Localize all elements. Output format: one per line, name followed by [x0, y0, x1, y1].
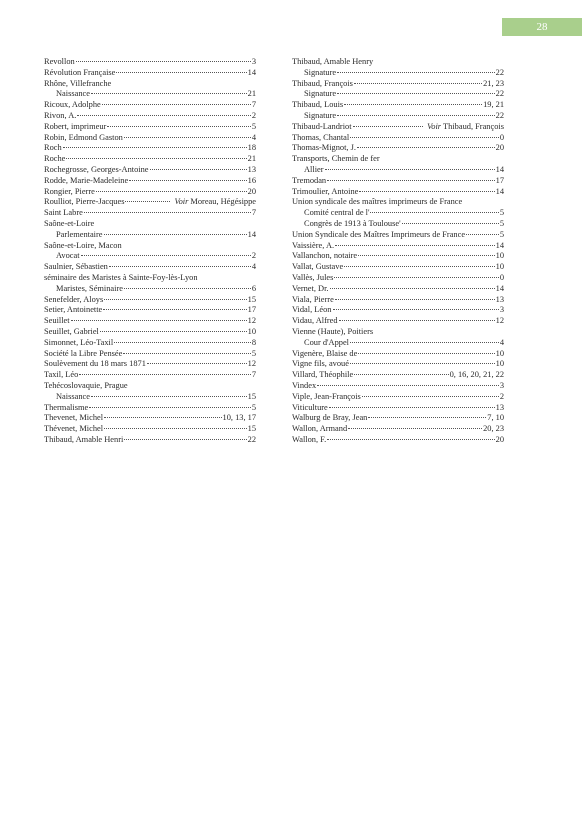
entry-pages: 12	[247, 359, 256, 369]
dot-leader	[79, 374, 251, 375]
dot-leader	[100, 331, 247, 332]
index-entry	[292, 338, 504, 349]
entry-name: Thevenet, Michel	[44, 413, 104, 423]
entry-name: Tehécoslovaquie, Prague	[44, 380, 128, 390]
index-entry	[292, 241, 504, 252]
index-entry	[44, 187, 256, 198]
dot-leader	[344, 266, 494, 267]
index-entry	[44, 284, 256, 295]
entry-name: Seuillet	[44, 316, 70, 326]
index-entry	[44, 381, 256, 392]
index-entry	[292, 327, 504, 338]
index-entry	[44, 327, 256, 338]
index-entry	[44, 100, 256, 111]
entry-name: Vigenère, Blaise de	[292, 348, 358, 358]
dot-leader	[116, 72, 246, 73]
index-entry	[292, 197, 504, 208]
entry-pages: 2	[251, 251, 256, 261]
entry-pages: 14	[495, 164, 504, 174]
entry-name: Thibaud-Landriot	[292, 121, 352, 131]
index-entry	[292, 403, 504, 414]
dot-leader	[329, 407, 495, 408]
dot-leader	[103, 309, 246, 310]
index-entry	[44, 57, 256, 68]
see-reference-label: Voir	[427, 121, 442, 131]
index-entry	[292, 305, 504, 316]
entry-name: Taxil, Léo	[44, 370, 79, 380]
entry-pages: 8	[251, 337, 256, 347]
entry-name: Soulèvement du 18 mars 1871	[44, 359, 146, 369]
index-entry	[292, 381, 504, 392]
entry-name: Robert, imprimeur	[44, 121, 107, 131]
entry-name: Roch	[44, 143, 62, 153]
index-entry	[44, 424, 256, 435]
entry-pages: 10	[495, 262, 504, 272]
dot-leader	[84, 212, 251, 213]
index-entry	[44, 230, 256, 241]
index-entry	[292, 100, 504, 111]
index-entry	[44, 295, 256, 306]
entry-pages: 15	[247, 424, 256, 434]
dot-leader	[350, 363, 495, 364]
index-entry	[292, 208, 504, 219]
index-entry	[292, 133, 504, 144]
dot-leader	[123, 353, 250, 354]
dot-leader	[147, 363, 247, 364]
entry-pages: 18	[247, 143, 256, 153]
entry-pages: 5	[499, 229, 504, 239]
entry-pages: 5	[251, 402, 256, 412]
entry-pages: 7	[251, 370, 256, 380]
dot-leader	[370, 212, 498, 213]
entry-pages: 20, 23	[483, 424, 504, 434]
entry-name: Signature	[304, 89, 337, 99]
entry-pages: 15	[247, 294, 256, 304]
dot-leader	[362, 396, 499, 397]
entry-pages: 21	[247, 89, 256, 99]
index-column-right	[292, 57, 504, 446]
dot-leader	[102, 104, 251, 105]
entry-name: Viala, Pierre	[292, 294, 334, 304]
dot-leader	[109, 266, 251, 267]
entry-pages: 12	[495, 316, 504, 326]
index-entry	[44, 68, 256, 79]
index-entry	[292, 79, 504, 90]
dot-leader	[327, 439, 494, 440]
entry-name: Congrès de 1913 à Toulouse'	[304, 218, 401, 228]
index-entry	[292, 370, 504, 381]
entry-name: Thibaud, Amable Henry	[292, 57, 374, 66]
index-entry	[44, 262, 256, 273]
index-entry	[44, 111, 256, 122]
entry-name: Vindex	[292, 380, 317, 390]
entry-pages: 6	[251, 283, 256, 293]
entry-name: Villard, Théophile	[292, 370, 354, 380]
index-entry	[44, 349, 256, 360]
entry-pages: 7	[251, 208, 256, 218]
dot-leader	[91, 396, 247, 397]
entry-name: Thibaud, François	[292, 78, 353, 88]
entry-name: Rhône, Villefranche	[44, 78, 112, 88]
entry-pages: 4	[251, 132, 256, 142]
dot-leader	[354, 83, 482, 84]
entry-name: Naissance	[56, 89, 90, 99]
entry-pages: 10, 13, 17	[222, 413, 256, 423]
entry-name: Thévenet, Michel	[44, 424, 104, 434]
dot-leader	[124, 288, 251, 289]
entry-pages: 2	[251, 110, 256, 120]
entry-pages: 7	[251, 100, 256, 110]
entry-name: Vidal, Léon	[292, 305, 332, 315]
entry-name: Vallanchon, notaire	[292, 251, 358, 261]
index-entry	[44, 413, 256, 424]
index-entry	[292, 68, 504, 79]
dot-leader	[124, 439, 246, 440]
entry-name: Wallon, Armand	[292, 424, 348, 434]
index-entry	[292, 143, 504, 154]
index-entry	[292, 273, 504, 284]
entry-pages: 19, 21	[483, 100, 504, 110]
entry-pages: 14	[495, 240, 504, 250]
entry-name: Maristes, Séminaire	[56, 283, 123, 293]
entry-name: Saône-et-Loire, Macon	[44, 240, 122, 250]
index-entry	[44, 122, 256, 133]
index-entry	[292, 89, 504, 100]
dot-leader	[150, 169, 247, 170]
dot-leader	[337, 72, 495, 73]
index-entry	[44, 133, 256, 144]
dot-leader	[107, 126, 250, 127]
entry-name: Union Syndicale des Maîtres Imprimeurs de France	[292, 229, 466, 239]
dot-leader	[104, 417, 221, 418]
entry-pages: 12	[247, 316, 256, 326]
entry-name: Vaissière, A.	[292, 240, 335, 250]
dot-leader	[71, 320, 247, 321]
dot-leader	[339, 320, 495, 321]
entry-pages: 10	[495, 359, 504, 369]
index-entry	[292, 230, 504, 241]
index-entry	[292, 154, 504, 165]
dot-leader	[353, 126, 424, 127]
dot-leader	[466, 234, 499, 235]
index-entry	[44, 154, 256, 165]
entry-name: Roulliot, Pierre-Jacques	[44, 197, 125, 207]
entry-name: Viticulture	[292, 402, 328, 412]
dot-leader	[335, 245, 495, 246]
dot-leader	[334, 277, 498, 278]
dot-leader	[358, 255, 495, 256]
index-column-left	[44, 57, 256, 446]
see-reference-label: Voir	[174, 197, 189, 207]
entry-name: Thomas, Chantal	[292, 132, 350, 142]
entry-name: Roche	[44, 154, 66, 164]
index-entry	[44, 359, 256, 370]
entry-pages: 14	[247, 67, 256, 77]
entry-name: Rodde, Marie-Madeleine	[44, 175, 129, 185]
entry-name: Vigne fils, avoué	[292, 359, 349, 369]
index-entry	[292, 111, 504, 122]
entry-name: Thomas-Mignot, J.	[292, 143, 356, 153]
entry-name: Saulnier, Sébastien	[44, 262, 108, 272]
page-number: 28	[502, 18, 582, 36]
dot-leader	[354, 374, 448, 375]
entry-pages: 15	[247, 391, 256, 401]
entry-name: Rongier, Pierre	[44, 186, 95, 196]
dot-leader	[66, 158, 246, 159]
dot-leader	[402, 223, 499, 224]
index-entry	[292, 316, 504, 327]
entry-name: Thibaud, Louis	[292, 100, 344, 110]
entry-name: Saône-et-Loire	[44, 218, 95, 228]
entry-pages: 14	[247, 229, 256, 239]
entry-pages: 13	[495, 294, 504, 304]
entry-name: Cour d'Appel	[304, 337, 350, 347]
entry-name: Rivon, A.	[44, 110, 77, 120]
dot-leader	[344, 104, 482, 105]
dot-leader	[129, 180, 246, 181]
index-entry	[292, 251, 504, 262]
dot-leader	[96, 191, 247, 192]
entry-name: Revollon	[44, 57, 75, 66]
entry-pages: 17	[495, 175, 504, 185]
entry-name: Révolution Française	[44, 67, 116, 77]
index-entry	[292, 187, 504, 198]
dot-leader	[337, 93, 495, 94]
dot-leader	[77, 115, 250, 116]
entry-pages: 13	[495, 402, 504, 412]
dot-leader	[350, 137, 499, 138]
index-entry	[292, 57, 504, 68]
entry-pages: 22	[495, 89, 504, 99]
index-entry	[292, 435, 504, 446]
dot-leader	[348, 428, 482, 429]
dot-leader	[91, 93, 247, 94]
index-entry	[44, 143, 256, 154]
entry-name: Saint Labre	[44, 208, 83, 218]
index-entry	[44, 305, 256, 316]
index-entry	[44, 435, 256, 446]
entry-pages: 17	[247, 305, 256, 315]
index-entry	[44, 219, 256, 230]
index-entry	[44, 208, 256, 219]
dot-leader	[359, 191, 494, 192]
dot-leader	[104, 299, 246, 300]
entry-name: Parlementaire	[56, 229, 103, 239]
entry-pages: 10	[495, 251, 504, 261]
index-entry	[292, 424, 504, 435]
entry-pages: 0, 16, 20, 21, 22	[449, 370, 504, 380]
entry-name: Vidau, Alfred	[292, 316, 338, 326]
entry-pages: 21, 23	[483, 78, 504, 88]
index-entry	[292, 219, 504, 230]
entry-name: Transports, Chemin de fer	[292, 154, 380, 164]
entry-pages: 2	[499, 391, 504, 401]
index-entry	[292, 349, 504, 360]
index-entry	[292, 122, 504, 133]
entry-pages: 21	[247, 154, 256, 164]
entry-name: Setier, Antoinette	[44, 305, 103, 315]
entry-pages: 3	[499, 305, 504, 315]
entry-pages: 0	[499, 132, 504, 142]
entry-name: Walburg de Bray, Jean	[292, 413, 368, 423]
index-entry	[44, 165, 256, 176]
dot-leader	[327, 180, 495, 181]
entry-pages: 20	[495, 434, 504, 444]
dot-leader	[358, 353, 494, 354]
entry-name: Naissance	[56, 391, 90, 401]
index-entry	[44, 79, 256, 90]
dot-leader	[76, 61, 251, 62]
index-entry	[292, 413, 504, 424]
entry-name: Senefelder, Aloys	[44, 294, 104, 304]
entry-pages: 14	[495, 283, 504, 293]
index-entry	[44, 403, 256, 414]
entry-name: Robin, Edmond Gaston	[44, 132, 123, 142]
entry-name: Viple, Jean-François	[292, 391, 361, 401]
index-entry	[292, 176, 504, 187]
entry-pages: 14	[495, 186, 504, 196]
entry-pages: 22	[247, 434, 256, 444]
entry-pages: 5	[251, 121, 256, 131]
entry-name: Comité central de l'	[304, 208, 370, 218]
entry-pages: 4	[251, 262, 256, 272]
dot-leader	[335, 299, 495, 300]
entry-pages: 16	[247, 175, 256, 185]
index-entry	[44, 197, 256, 208]
entry-name: Signature	[304, 110, 337, 120]
dot-leader	[330, 288, 495, 289]
index-entry	[44, 392, 256, 403]
entry-pages: 10	[247, 326, 256, 336]
entry-name: Ricoux, Adolphe	[44, 100, 101, 110]
entry-name: Avocat	[56, 251, 80, 261]
index-entry	[292, 262, 504, 273]
entry-name: séminaire des Maristes à Sainte-Foy-lès-Lyon	[44, 272, 198, 282]
index-entry	[292, 165, 504, 176]
index-entry	[44, 251, 256, 262]
entry-name: Simonnet, Léo-Taxil	[44, 337, 114, 347]
index-entry	[292, 392, 504, 403]
index-entry	[44, 338, 256, 349]
index-entry	[292, 359, 504, 370]
see-reference-target: Thibaud, François	[443, 121, 504, 131]
dot-leader	[114, 342, 251, 343]
entry-name: Rochegrosse, Georges-Antoine	[44, 164, 149, 174]
entry-pages: 0	[499, 272, 504, 282]
dot-leader	[125, 201, 170, 202]
entry-pages: 4	[499, 337, 504, 347]
entry-name: Signature	[304, 67, 337, 77]
entry-pages: 20	[495, 143, 504, 153]
entry-name: Seuillet, Gabriel	[44, 326, 99, 336]
see-reference-target: Moreau, Hégésippe	[190, 197, 256, 207]
entry-pages: 3	[251, 57, 256, 66]
dot-leader	[368, 417, 486, 418]
index-entry	[44, 316, 256, 327]
entry-pages: 3	[499, 380, 504, 390]
entry-name: Vallès, Jules	[292, 272, 334, 282]
index-entry	[44, 176, 256, 187]
entry-name: Thermalisme	[44, 402, 89, 412]
dot-leader	[104, 428, 247, 429]
entry-pages: 10	[495, 348, 504, 358]
dot-leader	[89, 407, 251, 408]
entry-name: Allier	[304, 164, 324, 174]
index-entry	[44, 89, 256, 100]
dot-leader	[325, 169, 495, 170]
dot-leader	[81, 255, 251, 256]
entry-name: Société la Libre Pensée	[44, 348, 123, 358]
index-entry	[44, 370, 256, 381]
entry-name: Wallon, F.	[292, 434, 327, 444]
index-entry	[44, 241, 256, 252]
entry-name: Vallat, Gustave	[292, 262, 344, 272]
dot-leader	[350, 342, 499, 343]
entry-pages: 7, 10	[487, 413, 504, 423]
dot-leader	[333, 309, 499, 310]
entry-pages: 22	[495, 110, 504, 120]
entry-name: Vienne (Haute), Poitiers	[292, 326, 374, 336]
dot-leader	[104, 234, 247, 235]
entry-pages: 5	[499, 218, 504, 228]
dot-leader	[317, 385, 499, 386]
entry-name: Trimoulier, Antoine	[292, 186, 359, 196]
index-entry	[292, 284, 504, 295]
dot-leader	[357, 147, 495, 148]
entry-name: Tremodan	[292, 175, 327, 185]
index-entry	[44, 273, 256, 284]
dot-leader	[63, 147, 247, 148]
entry-pages: 5	[499, 208, 504, 218]
entry-pages: 13	[247, 164, 256, 174]
dot-leader	[124, 137, 251, 138]
entry-name: Vernet, Dr.	[292, 283, 329, 293]
entry-pages: 20	[247, 186, 256, 196]
entry-name: Union syndicale des maîtres imprimeurs de France	[292, 197, 463, 207]
entry-name: Thibaud, Amable Henri	[44, 434, 124, 444]
entry-pages: 22	[495, 67, 504, 77]
dot-leader	[337, 115, 495, 116]
entry-pages: 5	[251, 348, 256, 358]
index-entry	[292, 295, 504, 306]
